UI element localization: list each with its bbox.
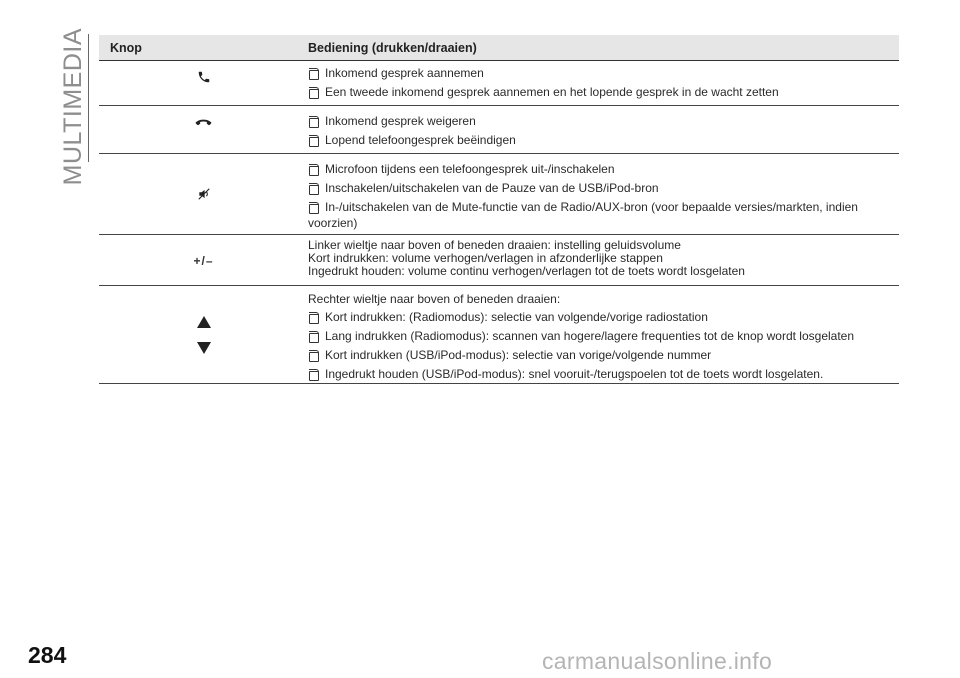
list-item: Lopend telefoongesprek beëindigen	[308, 133, 893, 148]
description-cell	[308, 286, 899, 383]
table-row	[99, 106, 899, 154]
knop-cell	[99, 106, 308, 153]
section-divider	[88, 34, 89, 162]
list-item: Kort indrukken (USB/iPod-modus): selectie van vorige/volgende nummer	[308, 348, 893, 363]
page-number: 284	[28, 642, 67, 668]
knop-cell	[99, 154, 308, 234]
table-header	[99, 35, 899, 61]
knop-cell	[99, 235, 308, 285]
table-row	[99, 235, 899, 286]
list-item: Inschakelen/uitschakelen van de Pauze van de USB/iPod-bron	[308, 181, 893, 196]
description-cell	[308, 235, 899, 285]
list-item: Microfoon tijdens een telefoongesprek uit-/inschakelen	[308, 162, 893, 177]
description-line: Ingedrukt houden: volume continu verhogen/verlagen tot de toets wordt losgelaten	[308, 264, 745, 278]
phone-hangup-icon	[195, 117, 212, 127]
description-line: Kort indrukken: volume verhogen/verlagen in afzonderlijke stappen	[308, 251, 663, 265]
table-row	[99, 286, 899, 384]
header-bediening: Bediening (drukken/draaien)	[308, 40, 477, 55]
description-line: Linker wieltje naar boven of beneden draaien: instelling geluidsvolume	[308, 238, 681, 252]
list-item: Ingedrukt houden (USB/iPod-modus): snel vooruit-/terugspoelen tot de toets wordt losgelaten.	[308, 367, 893, 382]
table-row	[99, 61, 899, 106]
description-cell	[308, 61, 899, 105]
mute-icon	[197, 187, 211, 201]
list-item: In-/uitschakelen van de Mute-functie van de Radio/AUX-bron (voor bepaalde versies/markten, indien	[308, 200, 893, 215]
phone-answer-icon	[197, 70, 211, 84]
section-title	[56, 28, 90, 186]
section-title-text: MULTIMEDIA	[58, 28, 87, 186]
description-cell	[308, 154, 899, 234]
knop-cell	[99, 286, 308, 383]
list-item: Lang indrukken (Radiomodus): scannen van hogere/lagere frequenties tot de knop wordt losgelaten	[308, 329, 893, 344]
list-item: Kort indrukken: (Radiomodus): selectie van volgende/vorige radiostation	[308, 310, 893, 325]
volume-plus-minus-label: +/–	[193, 254, 214, 268]
up-down-arrows-icon	[197, 316, 211, 354]
list-item: Inkomend gesprek aannemen	[308, 66, 893, 81]
knop-cell	[99, 61, 308, 105]
description-line: Rechter wieltje naar boven of beneden draaien:	[308, 292, 561, 306]
description-cell	[308, 106, 899, 153]
table-row	[99, 154, 899, 235]
list-item: Inkomend gesprek weigeren	[308, 114, 893, 129]
header-knop: Knop	[110, 40, 142, 55]
controls-table	[99, 35, 899, 384]
list-item: Een tweede inkomend gesprek aannemen en het lopende gesprek in de wacht zetten	[308, 85, 893, 100]
watermark: carmanualsonline.info	[542, 648, 773, 674]
list-item-continuation: voorzien)	[308, 216, 358, 230]
